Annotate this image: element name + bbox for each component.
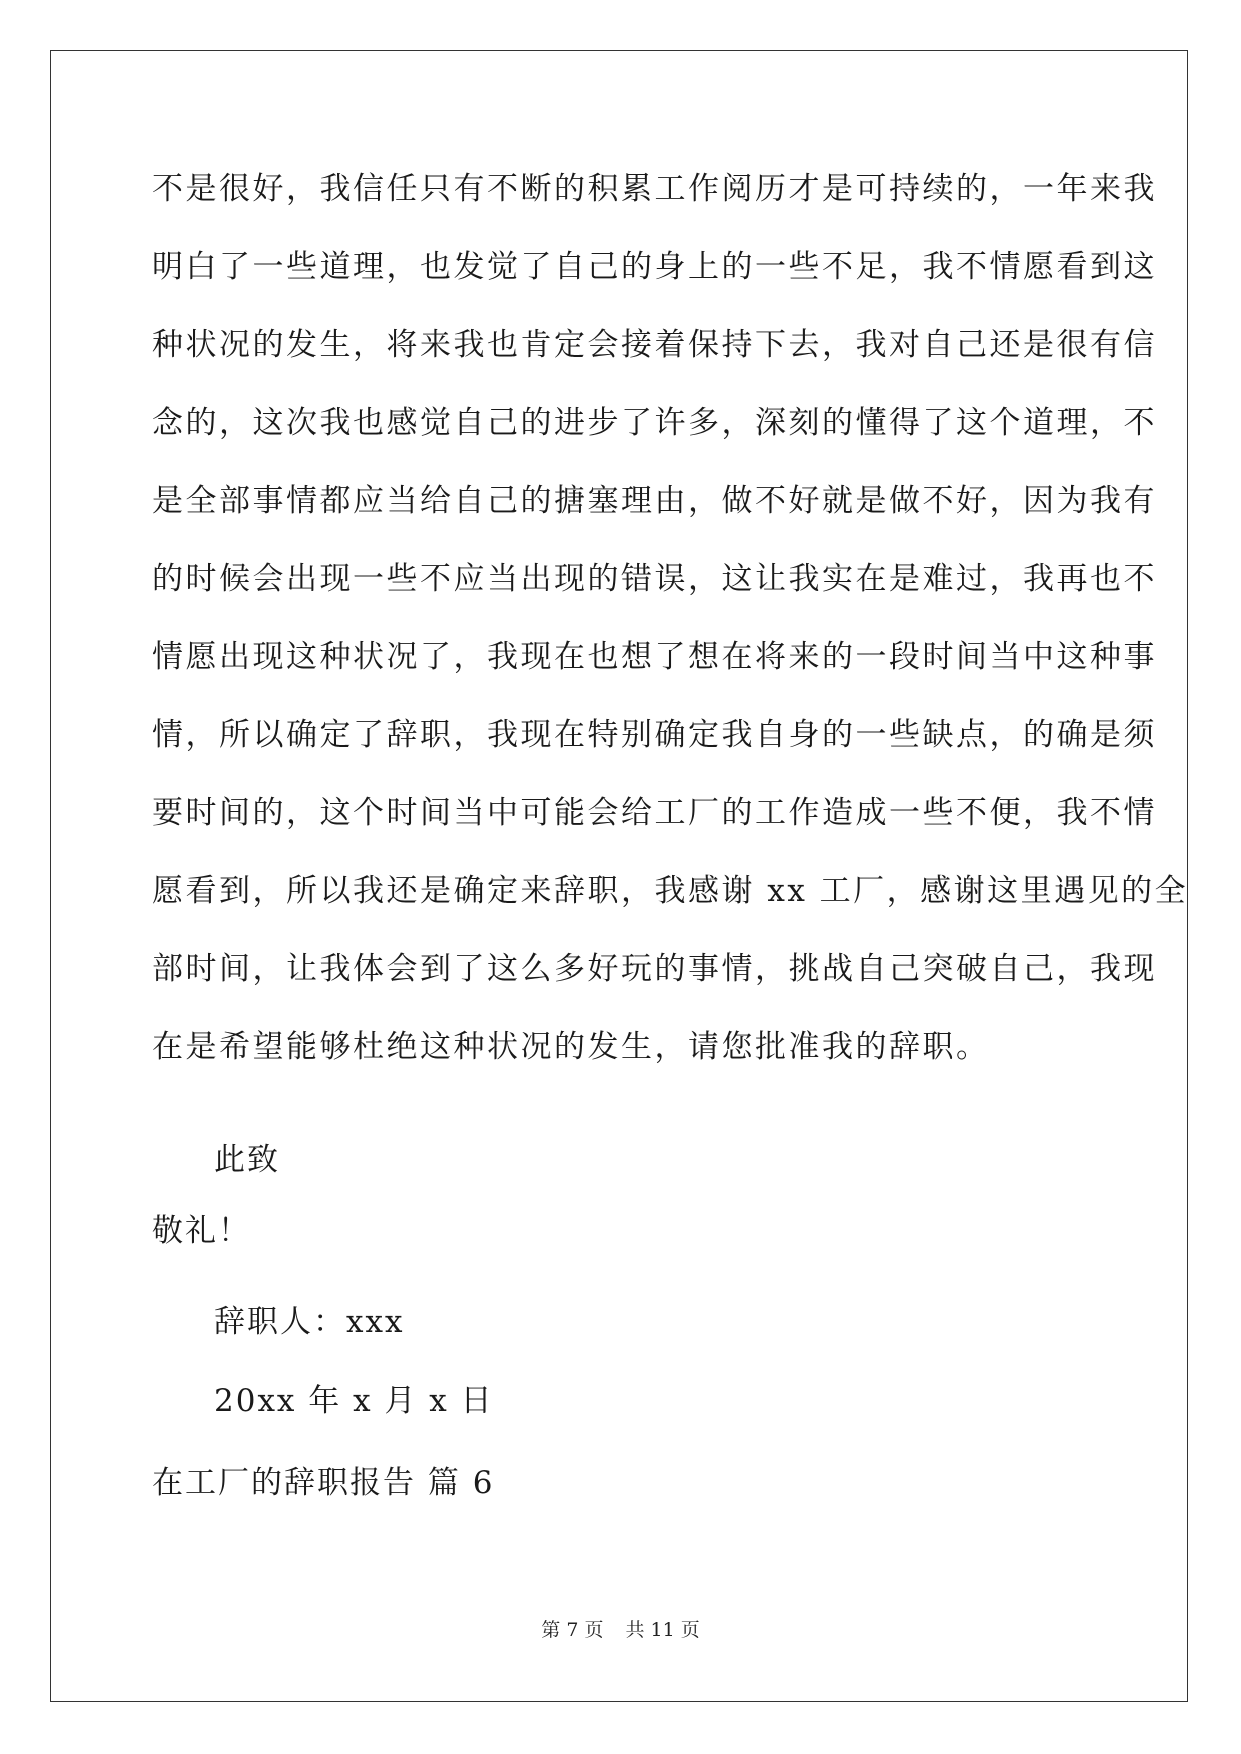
body-line: 明白了一些道理，也发觉了自己的身上的一些不足，我不情愿看到这 [152, 249, 1157, 285]
page-number: 第 7 页 [541, 1619, 604, 1641]
salutation: 此致 [214, 1142, 280, 1178]
page-footer [0, 1618, 1241, 1642]
body-line: 念的，这次我也感觉自己的进步了许多，深刻的懂得了这个道理，不 [152, 405, 1157, 441]
body-line: 不是很好，我信任只有不断的积累工作阅历才是可持续的，一年来我 [152, 171, 1157, 207]
body-line: 的时候会出现一些不应当出现的错误，这让我实在是难过，我再也不 [152, 561, 1157, 597]
body-line: 在是希望能够杜绝这种状况的发生，请您批准我的辞职。 [152, 1029, 990, 1065]
body-line: 是全部事情都应当给自己的搪塞理由，做不好就是做不好，因为我有 [152, 483, 1157, 519]
body-line: 要时间的，这个时间当中可能会给工厂的工作造成一些不便，我不情 [152, 795, 1157, 831]
body-line: 愿看到，所以我还是确定来辞职，我感谢 xx 工厂，感谢这里遇见的全 [152, 873, 1189, 909]
body-line: 情愿出现这种状况了，我现在也想了想在将来的一段时间当中这种事 [152, 639, 1157, 675]
letter-body [152, 160, 1189, 1096]
page-total: 共 11 页 [625, 1619, 700, 1641]
date: 20xx 年 x 月 x 日 [214, 1383, 494, 1419]
body-line: 种状况的发生，将来我也肯定会接着保持下去，我对自己还是很有信 [152, 327, 1157, 363]
section-heading: 在工厂的辞职报告 篇 6 [152, 1465, 495, 1501]
regards: 敬礼！ [152, 1213, 251, 1249]
signature: 辞职人：xxx [214, 1304, 405, 1340]
body-line: 部时间，让我体会到了这么多好玩的事情，挑战自己突破自己，我现 [152, 951, 1157, 987]
body-line: 情，所以确定了辞职，我现在特别确定我自身的一些缺点，的确是须 [152, 717, 1157, 753]
